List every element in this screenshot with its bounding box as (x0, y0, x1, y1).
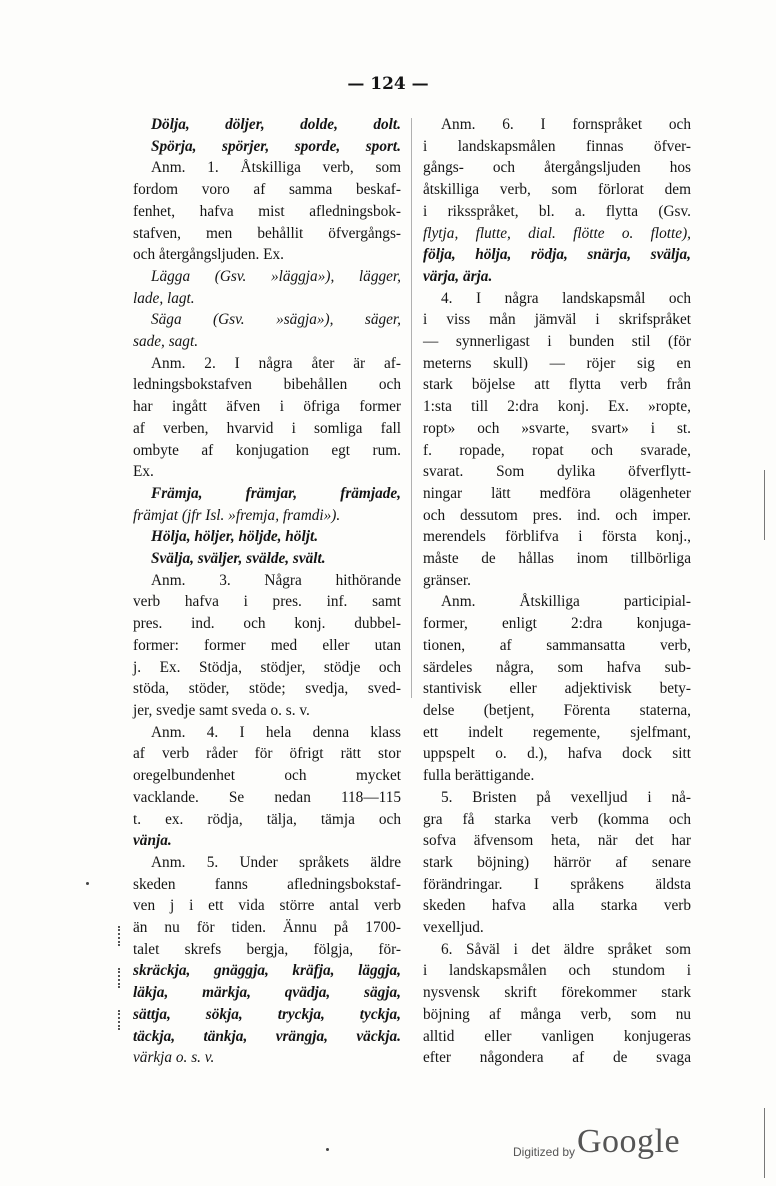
text-line: stark böjelse att flytta verb från (423, 376, 691, 394)
text-line: Anm. 5. Under språkets äldre (151, 853, 401, 871)
text-line: ombyte af konjugation egt rum. (133, 441, 401, 459)
text-line: vexelljud. (423, 919, 484, 937)
example-line: skräckja, gnäggja, kräfja, läggja, (133, 962, 401, 980)
text-line: uppspelt o. d.), hafva dock sitt (423, 745, 691, 763)
text-line: nysvensk skrift förekommer stark (423, 984, 691, 1002)
example-line: sade, sagt. (133, 333, 199, 351)
text-line: af verben, hvarvid i somliga fall (133, 419, 401, 437)
text-line: talet skrefs bergja, fölgja, för- (133, 940, 401, 958)
heading-dolja: Dölja, döljer, dolde, dolt. (151, 116, 401, 133)
example-line: följa, hölja, rödja, snärja, svälja, (423, 246, 691, 264)
text-line: jer, svedje samt sveda o. s. v. (133, 701, 310, 719)
digitized-watermark (513, 1123, 693, 1173)
text-line: alltid eller vanligen konjugeras (423, 1027, 691, 1045)
text-line: pres. ind. och konj. dubbel- (133, 615, 401, 633)
text-line: efter någondera af de svaga (423, 1049, 691, 1067)
page-edge-mark (764, 470, 765, 540)
text-line: gra få starka verb (komma och (423, 810, 691, 828)
speck (326, 1148, 329, 1151)
margin-mark (118, 968, 125, 988)
text-line: stark böjning) härrör af senare (423, 853, 691, 871)
text-line: Anm. 6. I fornspråket och (441, 116, 691, 133)
text-line: och återgångsljuden. Ex. (133, 246, 284, 264)
text-line: tionen, af sammansatta verb, (423, 636, 691, 654)
text-line: skeden hafva alla starka verb (423, 897, 691, 915)
text-line: gränser. (423, 571, 471, 589)
text-line: f. ropade, ropat och svarade, (423, 441, 691, 459)
text-line: t. ex. rödja, tälja, tämja och (133, 810, 401, 828)
example-line: läkja, märkja, qvädja, sägja, (133, 984, 401, 1002)
right-column (423, 114, 691, 1069)
example-line: flytja, flutte, dial. flötte o. flotte), (423, 224, 691, 242)
heading-sporja: Spörja, spörjer, sporde, sport. (151, 137, 401, 155)
text-line: former: former med eller utan (133, 636, 401, 654)
digitized-by-label: Digitized by (513, 1145, 576, 1159)
example-line: Säga (Gsv. »sägja»), säger, (151, 311, 401, 329)
text-line: gångs- och återgångsljuden hos (423, 159, 691, 177)
example-line: täckja, tänkja, vrängja, väckja. (133, 1027, 401, 1045)
example-line: sättja, sökja, tryckja, tyckja, (133, 1005, 401, 1023)
text-line: svarat. Som dylika öfverflytt- (423, 463, 691, 481)
text-line: 1:sta till 2:dra konj. Ex. »ropte, (423, 398, 691, 416)
page-number: — 124 — (347, 74, 429, 94)
text-line: i landskapsmålen och stundom i (423, 962, 691, 980)
example-line: lade, lagt. (133, 289, 195, 307)
text-line: än nu för tiden. Ännu på 1700- (133, 919, 401, 937)
text-line: Anm. Åtskilliga participial- (441, 593, 691, 611)
text-line: särdeles några, som hafva sub- (423, 658, 691, 676)
text-line: Anm. 3. Några hithörande (151, 571, 401, 589)
speck (86, 882, 89, 885)
text-line: af verb råder för öfrigt rätt stor (133, 745, 401, 763)
text-line: merendels förblifva i första konj., (423, 528, 691, 546)
text-line: ven j i ett vida större antal verb (133, 897, 401, 915)
text-line: meterns skull) — röjer sig en (423, 354, 691, 372)
left-column (133, 114, 401, 1069)
google-logo: Google (577, 1123, 681, 1160)
text-line: 5. Bristen på vexelljud i nå- (441, 788, 691, 806)
text-line: j. Ex. Stödja, stödjer, stödje och (133, 658, 401, 676)
text-line: ett indelt regemente, sjelfmant, (423, 723, 691, 741)
text-line: Anm. 4. I hela denna klass (151, 723, 401, 741)
text-line: stantivisk eller adjektivisk bety- (423, 680, 691, 698)
example-line: värja, ärja. (423, 267, 493, 285)
example-line: Svälja, sväljer, svälde, svält. (151, 550, 326, 568)
text-line: — synnerligast i bunden stil (för (423, 333, 691, 351)
text-line: böjning af många verb, som nu (423, 1005, 691, 1023)
text-line: vacklande. Se nedan 118—115 (133, 788, 401, 806)
text-line: Anm. 2. I några åter är af- (151, 354, 401, 372)
text-line: fenhet, hafva mist afledningsbok- (133, 202, 401, 220)
text-line: förändringar. I språkens äldsta (423, 875, 691, 893)
example-line: Lägga (Gsv. »läggja»), lägger, (151, 267, 401, 285)
text-line: fulla berättigande. (423, 767, 535, 785)
text-line: former, enligt 2:dra konjuga- (423, 615, 691, 633)
text-line: måste de hållas inom tillbörliga (423, 550, 691, 568)
text-line: i landskapsmålen finnas öfver- (423, 137, 691, 155)
text-line: åtskilliga verb, som förlorat dem (423, 181, 691, 199)
text-line: stöda, stöder, stöde; svedja, sved- (133, 680, 401, 698)
column-divider (411, 118, 412, 698)
example-line: främjat (jfr Isl. »fremja, framdi»). (133, 506, 341, 524)
text-line: sofva äfvensom heta, när det har (423, 832, 691, 850)
text-line: Ex. (133, 463, 154, 481)
text-line: har ingått äfven i öfriga former (133, 398, 401, 416)
text-line: verb hafva i pres. inf. samt (133, 593, 401, 611)
text-line: i viss mån jämväl i skrifspråket (423, 311, 691, 329)
text-line: delse (betjent, Förenta staterna, (423, 701, 691, 719)
example-line: vänja. (133, 832, 172, 850)
text-line: i riksspråket, bl. a. flytta (Gsv. (423, 202, 691, 220)
text-line: ningar lätt medföra olägenheter (423, 484, 691, 502)
text-line: och dessutom pres. ind. och imper. (423, 506, 691, 524)
text-line: skeden fanns afledningsbokstaf- (133, 875, 401, 893)
margin-mark (118, 926, 125, 946)
example-line: Hölja, höljer, höljde, höljt. (151, 528, 319, 546)
text-line: 4. I några landskapsmål och (441, 289, 691, 307)
text-line: Anm. 1. Åtskilliga verb, som (151, 159, 401, 177)
margin-mark (118, 1010, 125, 1030)
example-line: Främja, främjar, främjade, (151, 484, 401, 502)
example-line: värkja o. s. v. (133, 1049, 215, 1067)
text-line: fordom voro af samma beskaf- (133, 181, 401, 199)
text-line: 6. Såväl i det äldre språket som (441, 940, 691, 958)
text-line: oregelbundenhet och mycket (133, 767, 401, 785)
page-edge-mark (764, 1108, 765, 1178)
text-line: ledningsbokstafven bibehållen och (133, 376, 401, 394)
text-line: stafven, men behållit öfvergångs- (133, 224, 401, 242)
text-line: ropt» och »svarte, svart» i st. (423, 419, 691, 437)
